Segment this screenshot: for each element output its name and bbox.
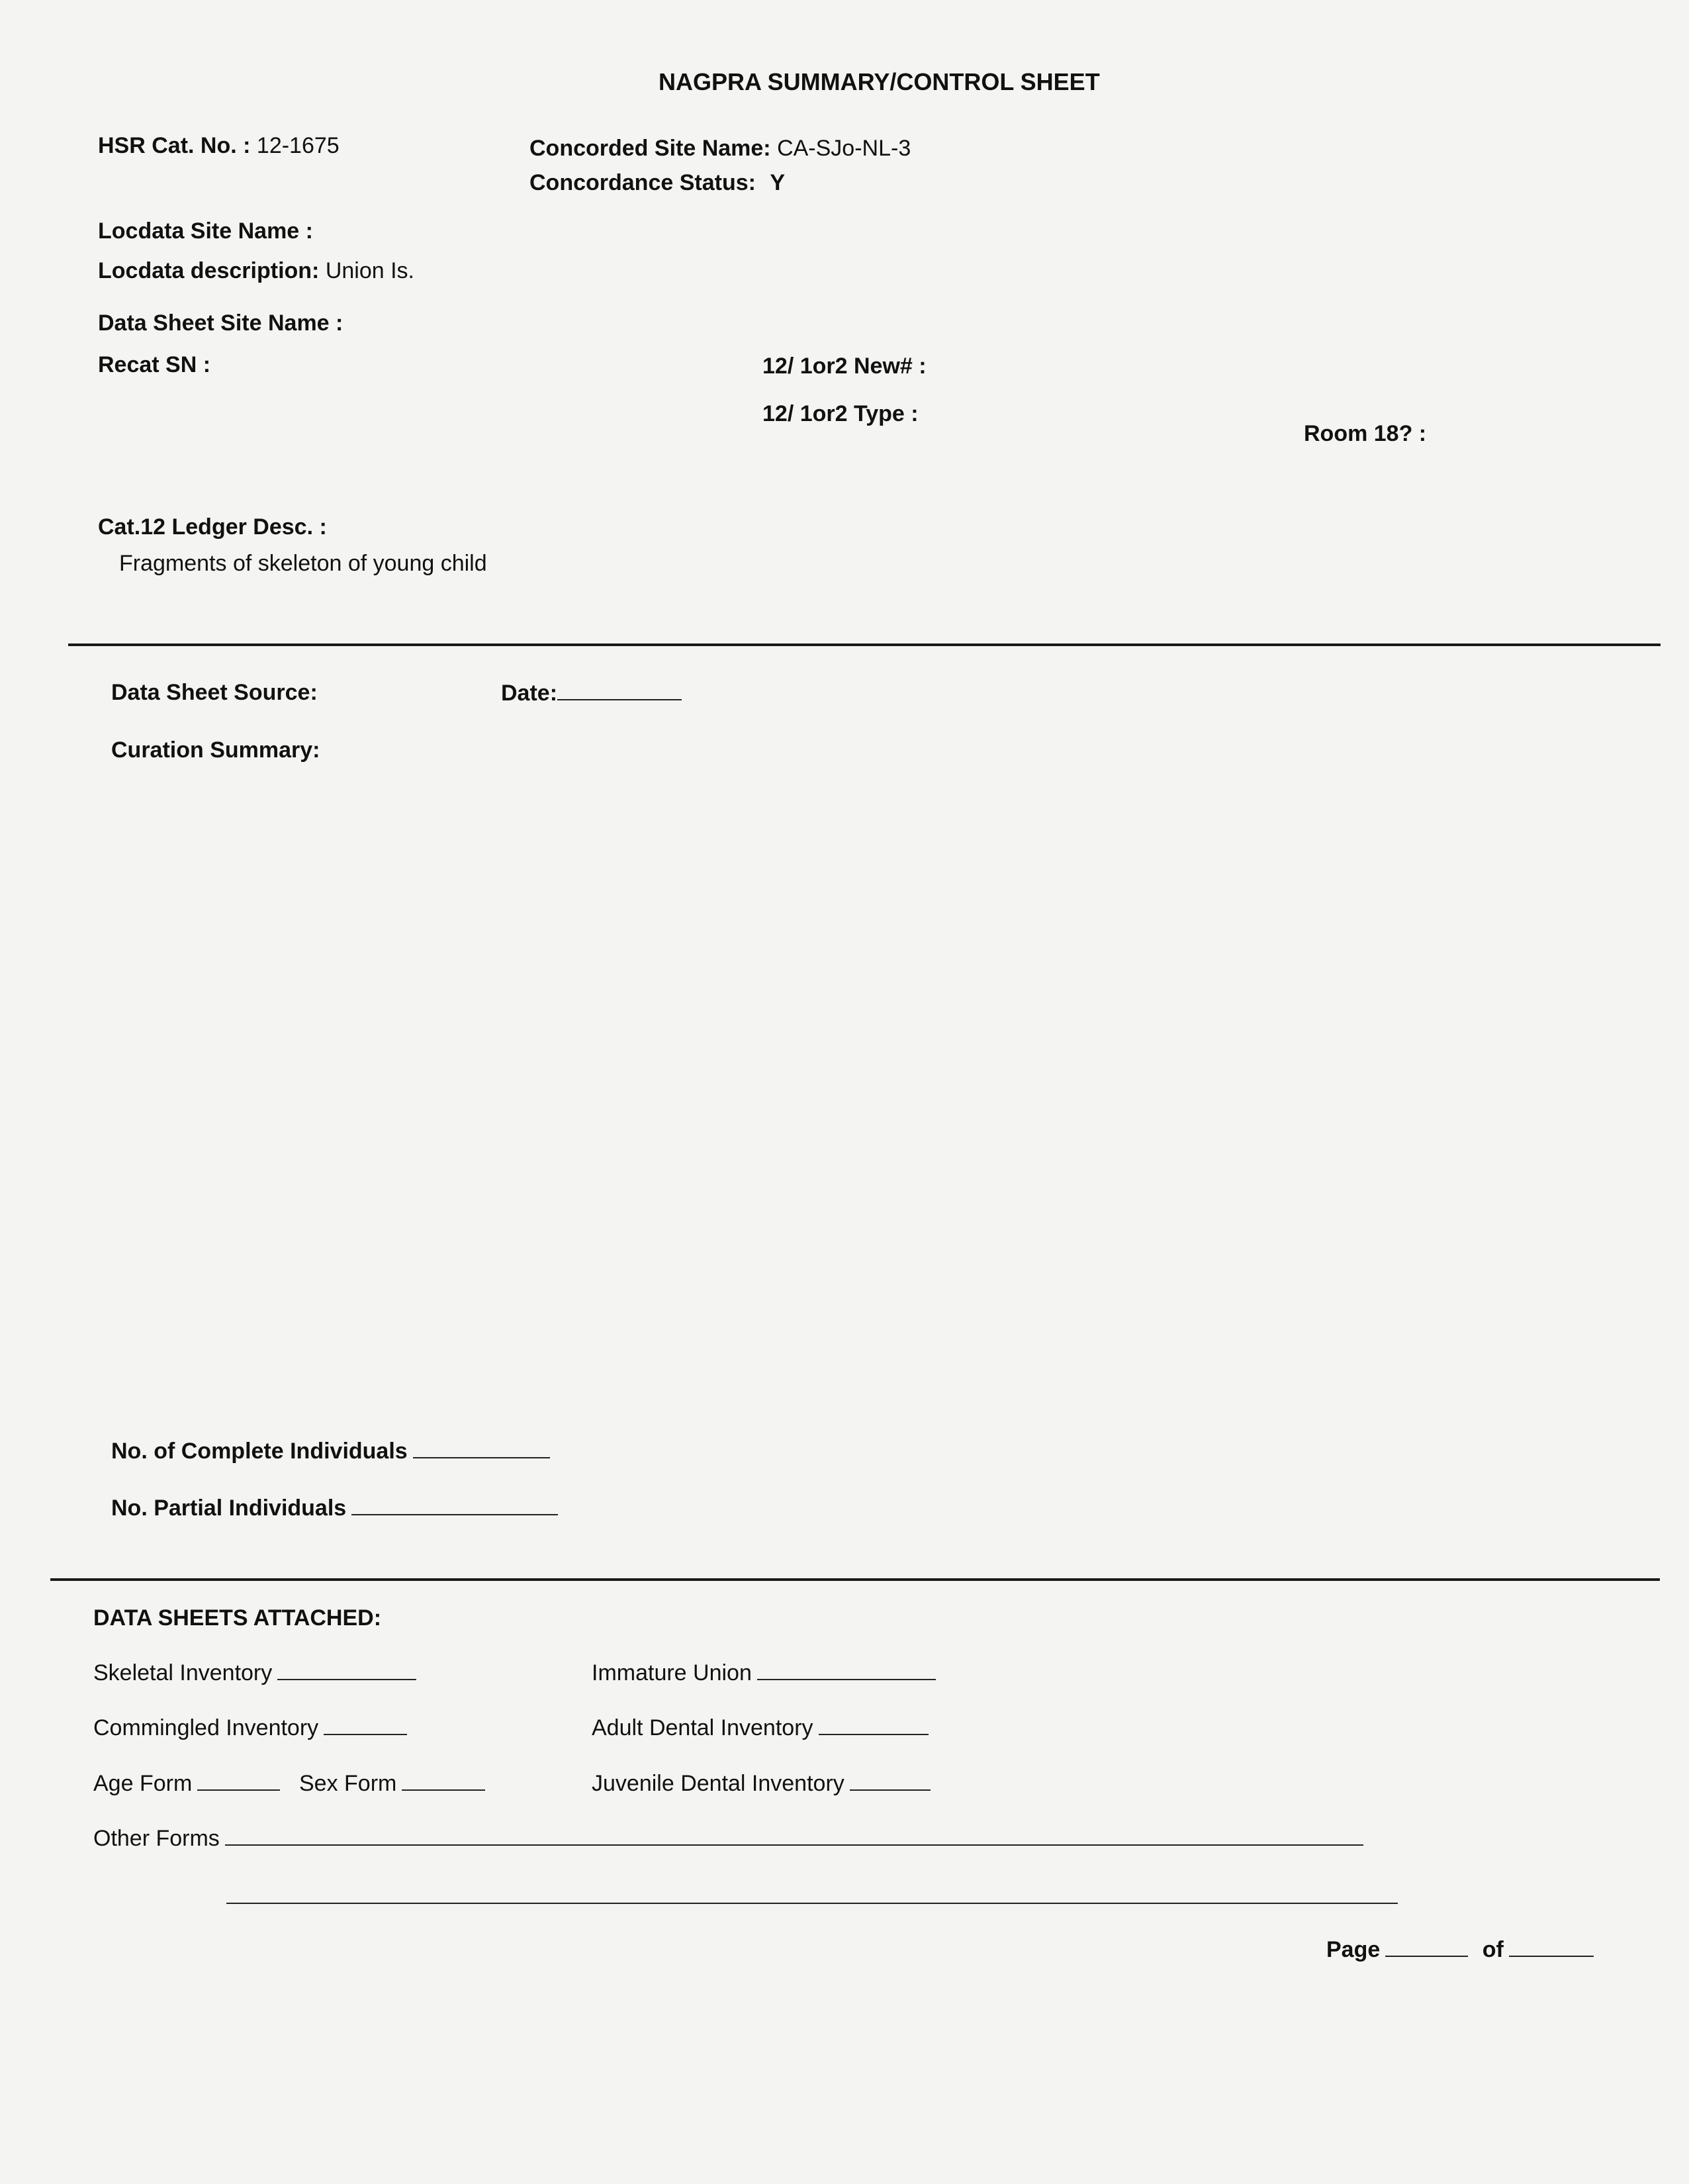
- skeletal-inventory-field: [93, 1659, 416, 1686]
- sex-form-line: [402, 1770, 485, 1791]
- of-label: of: [1482, 1937, 1504, 1962]
- hsr-cat-field: [98, 132, 340, 159]
- skeletal-inventory-label: Skeletal Inventory: [93, 1660, 273, 1685]
- locdata-description-value: Union Is.: [325, 258, 415, 283]
- immature-union-field: [592, 1659, 936, 1686]
- adult-dental-inventory-line: [819, 1714, 929, 1735]
- date-field: [501, 679, 682, 706]
- section-divider-top: [68, 643, 1661, 646]
- partial-individuals-line: [351, 1494, 558, 1515]
- page-number-field: [1326, 1936, 1594, 1963]
- hsr-cat-value: 12-1675: [256, 133, 340, 158]
- complete-individuals-line: [413, 1437, 550, 1458]
- complete-individuals-field: [111, 1437, 550, 1464]
- other-forms-label: Other Forms: [93, 1826, 220, 1851]
- date-label: Date:: [501, 681, 558, 706]
- partial-individuals-label: No. Partial Individuals: [111, 1496, 347, 1521]
- commingled-inventory-label: Commingled Inventory: [93, 1715, 319, 1740]
- concordance-status-field: [529, 169, 785, 196]
- new-number-label: 12/ 1or2 New# :: [762, 354, 927, 379]
- juvenile-dental-inventory-field: [592, 1770, 931, 1797]
- locdata-site-label: Locdata Site Name :: [98, 218, 313, 244]
- immature-union-label: Immature Union: [592, 1660, 752, 1685]
- immature-union-line: [757, 1659, 936, 1680]
- adult-dental-inventory-label: Adult Dental Inventory: [592, 1715, 813, 1740]
- locdata-description-field: [98, 258, 414, 284]
- other-forms-field: [93, 1825, 1363, 1852]
- partial-individuals-field: [111, 1494, 558, 1521]
- page-label: Page: [1326, 1937, 1381, 1962]
- room-18-label: Room 18? :: [1304, 421, 1427, 446]
- recat-sn-label: Recat SN :: [98, 352, 211, 377]
- date-line: [557, 679, 682, 700]
- commingled-inventory-field: [93, 1714, 407, 1741]
- other-forms-line: [225, 1825, 1363, 1846]
- ledger-desc-value: Fragments of skeleton of young child: [119, 551, 487, 576]
- data-sheets-attached-heading: DATA SHEETS ATTACHED:: [93, 1605, 382, 1631]
- form-title: NAGPRA SUMMARY/CONTROL SHEET: [659, 68, 1100, 95]
- juvenile-dental-inventory-label: Juvenile Dental Inventory: [592, 1771, 844, 1796]
- concorded-site-value: CA-SJo-NL-3: [777, 136, 911, 161]
- curation-summary-label: Curation Summary:: [111, 737, 320, 763]
- skeletal-inventory-line: [277, 1659, 416, 1680]
- concorded-site-label: Concorded Site Name:: [529, 136, 771, 161]
- data-sheet-site-label: Data Sheet Site Name :: [98, 310, 343, 336]
- juvenile-dental-inventory-line: [850, 1770, 931, 1791]
- age-form-line: [197, 1770, 280, 1791]
- section-divider-bottom: [50, 1578, 1660, 1581]
- type-label: 12/ 1or2 Type :: [762, 401, 919, 426]
- sex-form-field: [299, 1770, 485, 1797]
- age-form-field: [93, 1770, 280, 1797]
- concorded-site-field: [529, 135, 911, 162]
- complete-individuals-label: No. of Complete Individuals: [111, 1439, 408, 1464]
- data-sheet-source-label: Data Sheet Source:: [111, 680, 318, 705]
- concordance-status-value: Y: [770, 170, 786, 195]
- page-number-line: [1385, 1936, 1468, 1957]
- hsr-cat-label: HSR Cat. No. :: [98, 133, 251, 158]
- commingled-inventory-line: [324, 1714, 407, 1735]
- other-forms-second-line: [226, 1903, 1398, 1904]
- sex-form-label: Sex Form: [299, 1771, 397, 1796]
- ledger-desc-label: Cat.12 Ledger Desc. :: [98, 514, 327, 540]
- concordance-status-label: Concordance Status:: [529, 170, 756, 195]
- age-form-label: Age Form: [93, 1771, 193, 1796]
- page-total-line: [1509, 1936, 1594, 1957]
- locdata-description-label: Locdata description:: [98, 258, 320, 283]
- adult-dental-inventory-field: [592, 1714, 929, 1741]
